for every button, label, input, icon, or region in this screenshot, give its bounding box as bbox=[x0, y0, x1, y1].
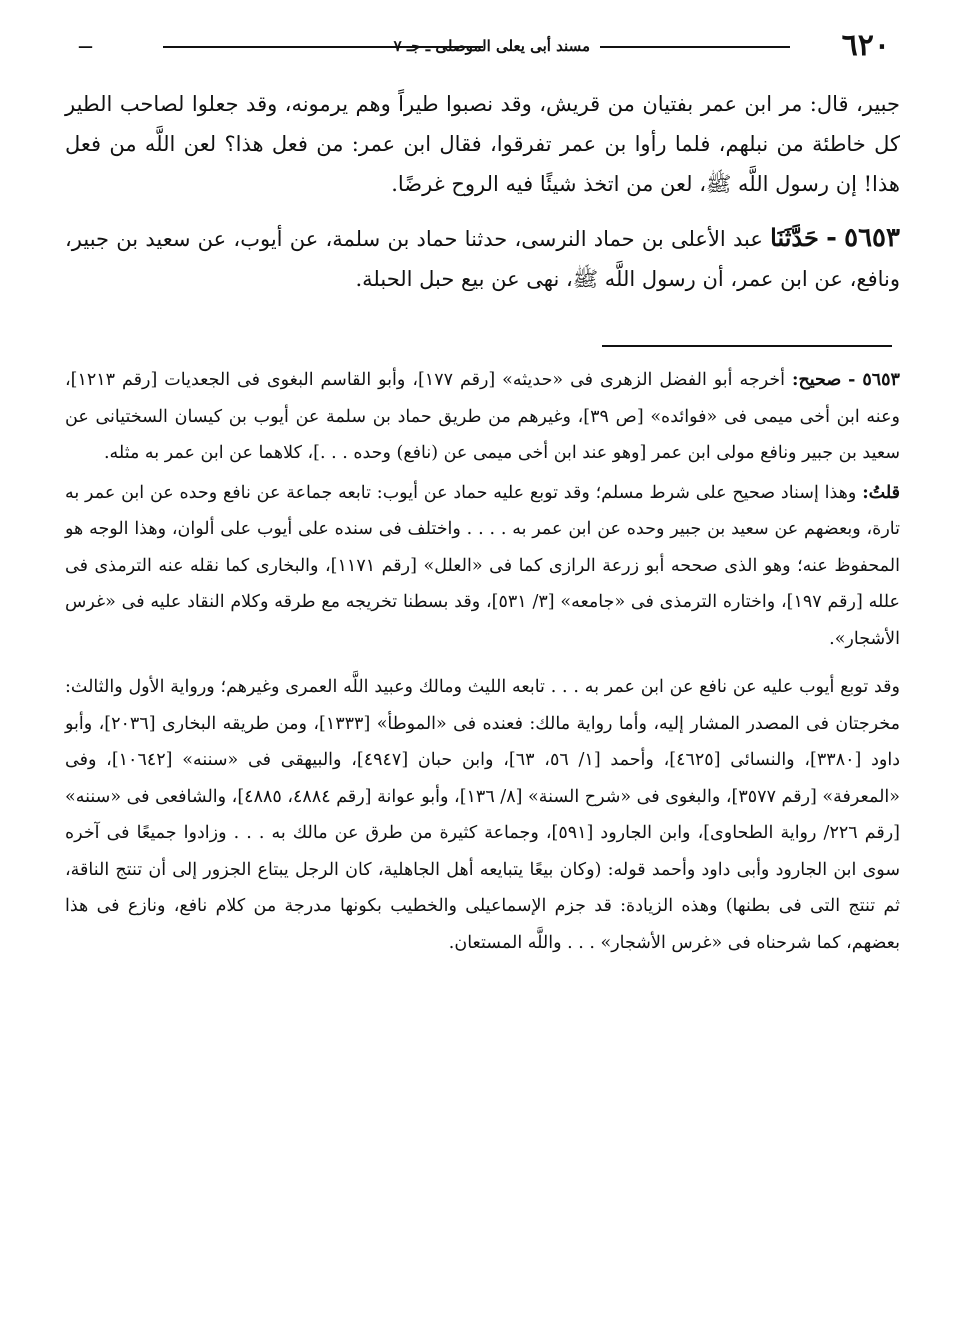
main-text bbox=[65, 84, 900, 299]
hadith-dash: - bbox=[826, 223, 837, 253]
footnote-mutabaat: وقد توبع أيوب عليه عن نافع عن ابن عمر به . . . تابعه الليث ومالك وعبيد اللَّه العمرى وغيرهم؛ ورواية الأول والثالث: مخرجتان فى المصدر المشار إليه، وأما رواية مالك: فعنده فى «الموطأ» [١٣٣٣]، ومن طريقه البخارى [٢٠٣٦]، وأبو داود [٣٣٨٠]، والنسائى [٤٦٢٥]، وأحمد [١/ ٥٦، ٦٣]، وابن حبان [٤٩٤٧]، والبيهقى فى «سننه» [١٠٦٤٢]، وفى «المعرفة» [رقم ٣٥٧٧]، والبغوى فى «شرح السنة» [٨/ ١٣٦]، وأبو عوانة [رقم ٤٨٨٤، ٤٨٨٥]، والشافعى فى «سننه» [رقم ٢٢٦/ رواية الطحاوى]، وابن الجارود [٥٩١]، وجماعة كثيرة من طرق عن مالك به . . . وزادوا جميعًا فى آخره سوى ابن الجارود وأبى داود وأحمد قوله: (وكان بيعًا يتبايعه أهل الجاهلية، كان الرجل يبتاع الجزور إلى أن تنتج الناقة، ثم تنتج التى فى بطنها) وهذه الزيادة: قد جزم الإسماعيلى والخطيب بكونها مدرجة من كلام نافع، ونازع فى هذا بعضهم، كما شرحناه فى «غرس الأشجار» . . . واللَّه المستعان. bbox=[65, 677, 900, 953]
footnote-comment-text: وهذا إسناد صحيح على شرط مسلم؛ وقد توبع عليه حماد عن أيوب: تابعه جماعة عن نافع وحده عن ابن عمر به تارة، وبعضهم عن سعيد بن جبير وحده عن ابن عمر به . . . . واختلف فى سنده على أيوب على ألوان، وهذا الوجه هو المحفوظ عنه؛ وهو الذى صححه أبو زرعة الرازى كما فى «العلل» [رقم ١١٧١]، والبخارى كما نقله عنه الترمذى فى علله [رقم ١٩٧]، واختاره الترمذى فى «جامعه» [٣/ ٥٣١]، وقد بسطنا تخريجه مع طرقه وكلام النقاد عليه فى «غرس الأشجار». bbox=[65, 482, 900, 649]
hadith-text: عبد الأعلى بن حماد النرسى، حدثنا حماد بن سلمة، عن أيوب، عن سعيد بن جبير، ونافع، عن ابن عمر، أن رسول اللَّه ﷺ، نهى عن بيع حبل الحبلة. bbox=[65, 227, 900, 291]
main-paragraph: جبير، قال: مر ابن عمر بفتيان من قريش، وقد نصبوا طيراً وهم يرمونه، وقد جعلوا لصاحب الطير كل خاطئة من نبلهم، فلما رأوا بن عمر تفرقوا، فقال ابن عمر: من فعل هذا؟ لعن اللَّه من فعل هذا! إن رسول اللَّه ﷺ، لعن من اتخذ شيئًا فيه الروح غرضًا. bbox=[65, 92, 900, 196]
page-number: ٦٢٠ bbox=[841, 28, 890, 63]
footnote-takhrij bbox=[65, 362, 900, 472]
hadith-lead-word: حَدَّثَنَا bbox=[770, 223, 819, 252]
footnote-text: أخرجه أبو الفضل الزهرى فى «حديثه» [رقم ١٧٧]، وأبو القاسم البغوى فى الجعديات [رقم ١٢١٣]، وعنه ابن أخى ميمى فى «فوائده» [ص ٣٩]، وغيرهم من طريق حماد بن سلمة عن أيوب بن كيسان السختيانى عن سعيد بن جبير ونافع مولى ابن عمر [وهو عند ابن أخى ميمى عن (نافع) وحده . . .]، كلاهما عن ابن عمر به مثله. bbox=[65, 370, 900, 463]
running-title: مسند أبى يعلى الموصلى ـ جـ ٧ bbox=[393, 37, 590, 55]
page-header bbox=[78, 26, 890, 70]
footnotes bbox=[65, 362, 900, 961]
grading-label: صحيح: bbox=[791, 370, 842, 390]
qult-label: قلتُ: bbox=[862, 482, 900, 503]
header-rule-left bbox=[163, 46, 483, 48]
hadith-paragraph bbox=[65, 218, 900, 299]
footnote-separator bbox=[602, 345, 892, 347]
footnote-comment bbox=[65, 475, 900, 658]
footnote-dash: - bbox=[848, 370, 856, 390]
header-end-dash: — bbox=[78, 37, 93, 55]
footnote-number: ٥٦٥٣ bbox=[862, 370, 900, 390]
header-rule-right bbox=[600, 46, 790, 48]
hadith-number: ٥٦٥٣ bbox=[844, 223, 900, 253]
